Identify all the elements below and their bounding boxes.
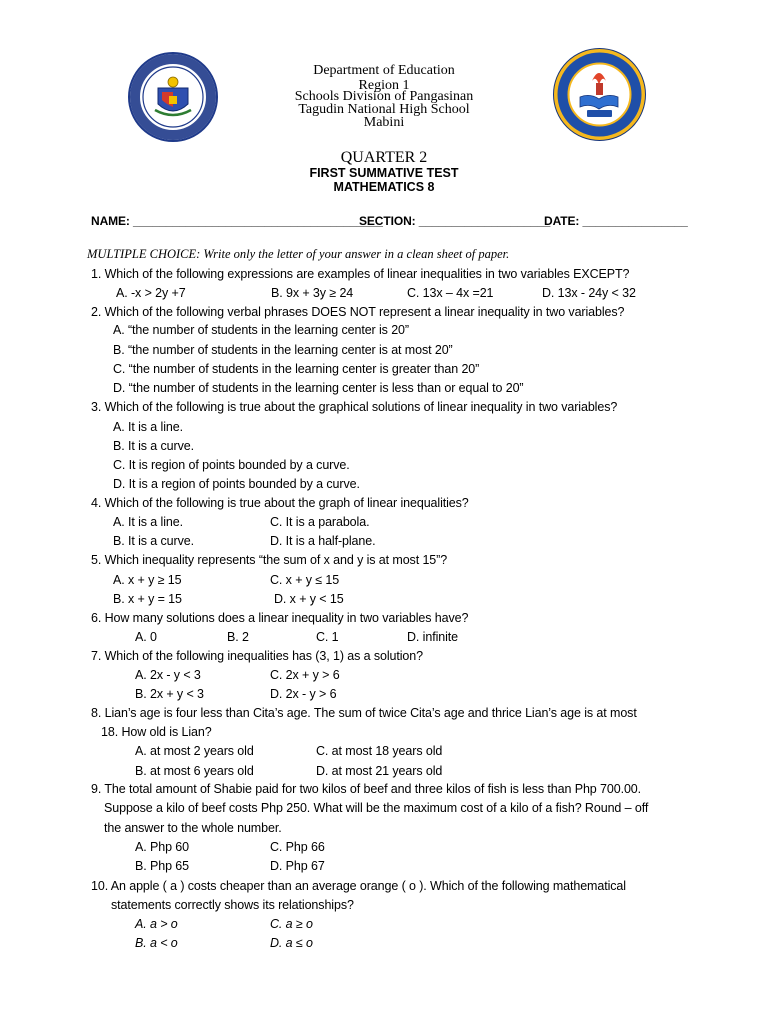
q7-option-d[interactable]: D. 2x - y > 6 (270, 687, 337, 701)
question-4: 4. Which of the following is true about the graph of linear inequalities? (91, 496, 469, 510)
q5-option-d[interactable]: D. x + y < 15 (274, 592, 344, 606)
q9-option-d[interactable]: D. Php 67 (270, 859, 325, 873)
question-9-cont-1: Suppose a kilo of beef costs Php 250. What will be the maximum cost of a kilo of a fish? Round – off (104, 801, 649, 815)
q5-option-b[interactable]: B. x + y = 15 (113, 592, 182, 606)
question-7: 7. Which of the following inequalities has (3, 1) as a solution? (91, 649, 423, 663)
q9-option-b[interactable]: B. Php 65 (135, 859, 190, 873)
question-9: 9. The total amount of Shabie paid for two kilos of beef and three kilos of fish is less than Php 700.00. (91, 782, 642, 796)
q6-option-d[interactable]: D. infinite (407, 630, 459, 644)
q9-option-c[interactable]: C. Php 66 (270, 840, 325, 854)
q3-option-d[interactable]: D. It is a region of points bounded by a curve. (113, 477, 360, 491)
q6-option-a[interactable]: A. 0 (135, 630, 157, 644)
question-1: 1. Which of the following expressions are examples of linear inequalities in two variables EXCEPT? (91, 267, 630, 281)
q1-option-d[interactable]: D. 13x - 24y < 32 (542, 286, 636, 300)
question-9-cont-2: the answer to the whole number. (104, 821, 282, 835)
q4-option-b[interactable]: B. It is a curve. (113, 534, 194, 548)
q1-option-a[interactable]: A. -x > 2y +7 (116, 286, 186, 300)
date-field[interactable]: DATE: ________________ (544, 214, 688, 228)
question-10-cont: statements correctly shows its relationships? (111, 898, 354, 912)
q3-option-a[interactable]: A. It is a line. (113, 420, 183, 434)
q4-option-c[interactable]: C. It is a parabola. (270, 515, 370, 529)
quarter-title: QUARTER 2 (340, 149, 428, 166)
question-5: 5. Which inequality represents “the sum of x and y is at most 15”? (91, 553, 448, 567)
q8-option-d[interactable]: D. at most 21 years old (316, 764, 443, 778)
question-10: 10. An apple ( a ) costs cheaper than an average orange ( o ). Which of the following mathematical (91, 879, 626, 893)
q8-option-a[interactable]: A. at most 2 years old (135, 744, 254, 758)
town-line: Mabini (363, 115, 405, 130)
subject-title: MATHEMATICS 8 (333, 180, 435, 194)
question-6: 6. How many solutions does a linear inequality in two variables have? (91, 611, 469, 625)
section-field[interactable]: SECTION: ____________________ (359, 214, 551, 228)
question-2: 2. Which of the following verbal phrases DOES NOT represent a linear inequality in two variables? (91, 305, 625, 319)
q2-option-c[interactable]: C. “the number of students in the learning center is greater than 20” (113, 362, 480, 376)
q9-option-a[interactable]: A. Php 60 (135, 840, 190, 854)
q2-option-b[interactable]: B. “the number of students in the learning center is at most 20” (113, 343, 453, 357)
q10-option-d[interactable]: D. a ≤ o (270, 936, 313, 950)
q1-option-c[interactable]: C. 13x – 4x =21 (407, 286, 494, 300)
q2-option-a[interactable]: A. “the number of students in the learning center is 20” (113, 323, 409, 337)
instructions: MULTIPLE CHOICE: Write only the letter of your answer in a clean sheet of paper. (87, 247, 510, 261)
q1-option-b[interactable]: B. 9x + 3y ≥ 24 (271, 286, 354, 300)
region-line: Region 1 (358, 78, 410, 93)
question-8-cont: 18. How old is Lian? (101, 725, 212, 739)
q7-option-a[interactable]: A. 2x - y < 3 (135, 668, 201, 682)
q4-option-d[interactable]: D. It is a half-plane. (270, 534, 376, 548)
q7-option-c[interactable]: C. 2x + y > 6 (270, 668, 340, 682)
q8-option-b[interactable]: B. at most 6 years old (135, 764, 254, 778)
q3-option-b[interactable]: B. It is a curve. (113, 439, 194, 453)
q4-option-a[interactable]: A. It is a line. (113, 515, 183, 529)
question-3: 3. Which of the following is true about the graphical solutions of linear inequality in two variables? (91, 400, 618, 414)
q8-option-c[interactable]: C. at most 18 years old (316, 744, 443, 758)
q10-option-b[interactable]: B. a < o (135, 936, 178, 950)
division-line: Schools Division of Pangasinan (294, 89, 474, 104)
q3-option-c[interactable]: C. It is region of points bounded by a curve. (113, 458, 350, 472)
q6-option-b[interactable]: B. 2 (227, 630, 249, 644)
q5-option-c[interactable]: C. x + y ≤ 15 (270, 573, 340, 587)
school-line: Tagudin National High School (298, 102, 470, 117)
name-field[interactable]: NAME: ______________________________________ (91, 214, 383, 228)
q5-option-a[interactable]: A. x + y ≥ 15 (113, 573, 182, 587)
q2-option-d[interactable]: D. “the number of students in the learning center is less than or equal to 20” (113, 381, 524, 395)
department-line: Department of Education (313, 63, 455, 78)
question-8: 8. Lian’s age is four less than Cita’s age. The sum of twice Cita’s age and thrice Lian’s age is at most (91, 706, 637, 720)
q6-option-c[interactable]: C. 1 (316, 630, 339, 644)
test-title: FIRST SUMMATIVE TEST (309, 166, 459, 180)
q10-option-a[interactable]: A. a > o (135, 917, 178, 931)
q10-option-c[interactable]: C. a ≥ o (270, 917, 313, 931)
q7-option-b[interactable]: B. 2x + y < 3 (135, 687, 204, 701)
